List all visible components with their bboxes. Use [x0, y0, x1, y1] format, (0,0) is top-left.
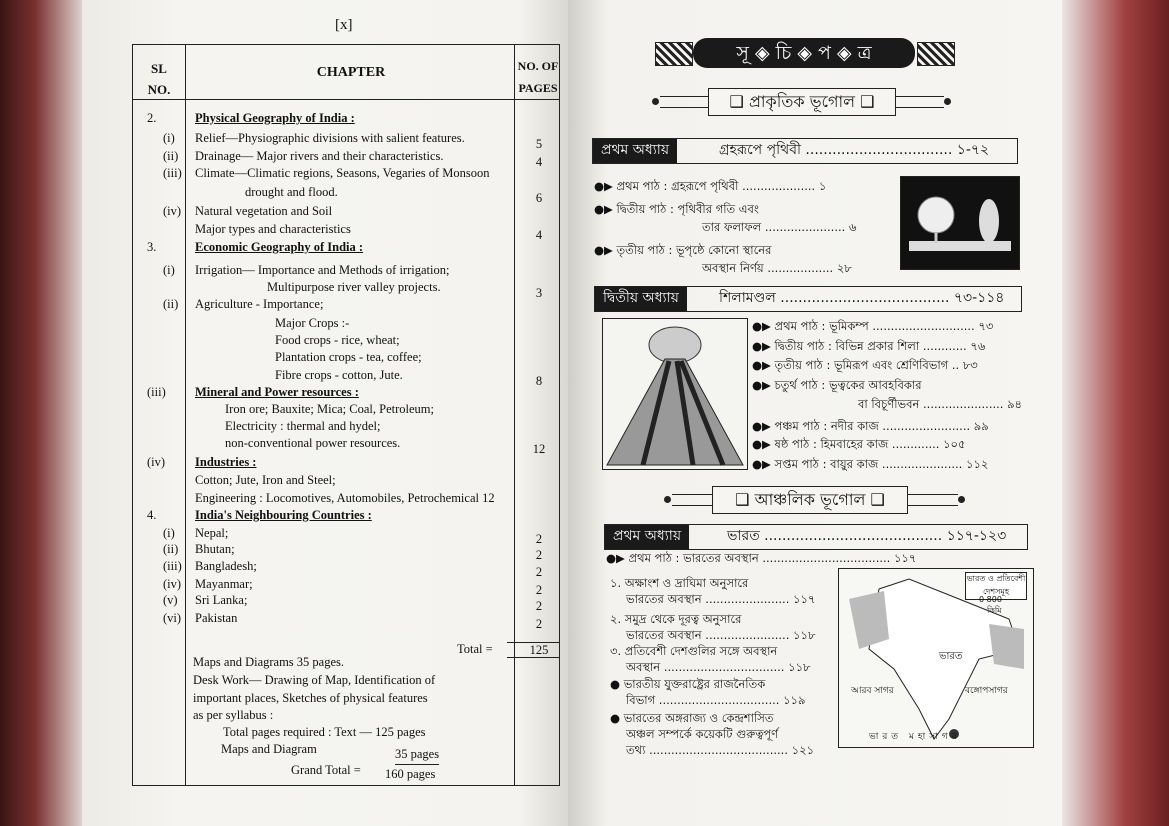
row-chapter-text: Mineral and Power resources :	[195, 385, 359, 399]
section-rule-left	[672, 494, 712, 506]
chapter-2-value: শিলামণ্ডল ...................................... ৭৩-১১৪	[719, 290, 1005, 306]
ch3-item: ভারতের অবস্থান ....................... ১১৮	[626, 628, 816, 642]
header-pages-2: PAGES	[518, 81, 558, 95]
chapter-1-key: প্রথম অধ্যায়	[593, 139, 677, 163]
ch1-item-1: ●▶ প্রথম পাঠ : গ্রহরূপে পৃথিবী .................... ১	[594, 179, 827, 193]
row-sl: (v)	[163, 593, 178, 607]
row-chapter-text: Mayanmar;	[195, 577, 253, 591]
header-rule	[133, 99, 559, 100]
section-rule-right	[908, 494, 958, 506]
chapter-2-key: দ্বিতীয় অধ্যায়	[595, 287, 687, 311]
total-value: 125	[529, 643, 549, 657]
grand-total-label: Grand Total =	[291, 763, 361, 777]
header-chapter: CHAPTER	[316, 65, 386, 80]
chapter-3-key: প্রথম অধ্যায়	[605, 525, 689, 549]
ch3-item: তথ্য ...................................... ১২১	[626, 743, 815, 757]
ch3-item: ৩. প্রতিবেশী দেশগুলির সঙ্গে অবস্থান	[610, 644, 778, 658]
globe-icon	[901, 177, 1019, 269]
ch2-item: ●▶ ষষ্ঠ পাঠ : হিমবাহের কাজ ............. ১০৫	[752, 437, 966, 451]
row-pages: 2	[535, 599, 543, 613]
row-chapter-text: Cotton; Jute, Iron and Steel;	[195, 473, 336, 487]
ch3-item: অঞ্চল সম্পর্কে কয়েকটি গুরুত্বপূর্ণ	[626, 727, 779, 741]
header-sl-no: NO.	[147, 82, 171, 97]
map-scale-unit: কিমি	[987, 606, 1002, 615]
row-chapter-text: non-conventional power resources.	[225, 436, 401, 450]
summary-text: Total pages required : Text — 125 pages	[223, 725, 426, 739]
ch1-item-3b: অবস্থান নির্ণয় .................. ২৮	[702, 261, 852, 275]
ch3-item: ভারতের অবস্থান ....................... ১১৭	[626, 592, 816, 606]
ch3-item: ১. অক্ষাংশ ও দ্রাঘিমা অনুসারে	[610, 576, 749, 590]
row-sl: (iii)	[163, 166, 182, 180]
ch1-item-2: ●▶ দ্বিতীয় পাঠ : পৃথিবীর গতি এবং	[594, 202, 759, 216]
ch1-item-3: ●▶ তৃতীয় পাঠ : ভূপৃষ্ঠে কোনো স্থানের	[594, 243, 772, 257]
row-chapter-text: Relief—Physiographic divisions with salient features.	[195, 131, 465, 145]
summary-maps-value: 35 pages	[395, 747, 439, 765]
row-sl: (iii)	[163, 559, 182, 573]
ornament-left	[655, 42, 693, 66]
summary-maps-label: Maps and Diagram	[221, 742, 317, 756]
row-pages: 2	[535, 583, 543, 597]
row-chapter-text: Pakistan	[195, 611, 238, 625]
section-rule-left	[660, 96, 708, 108]
row-pages: 12	[532, 442, 546, 456]
ch3-item: ২. সমুদ্র থেকে দূরত্ব অনুসারে	[610, 612, 742, 626]
row-chapter-text: Major Crops :-	[275, 316, 350, 330]
row-chapter-text: Natural vegetation and Soil	[195, 204, 333, 218]
row-chapter-text: Bhutan;	[195, 542, 235, 556]
row-pages: 2	[535, 617, 543, 631]
ch2-item: বা বিচূর্ণীভবন ...................... ৯৪	[858, 397, 1023, 411]
row-chapter-text: Multipurpose river valley projects.	[267, 280, 441, 294]
header-sl: SL	[151, 61, 167, 76]
volcano-icon	[603, 319, 747, 469]
map-label-india: ভারত	[939, 651, 963, 662]
row-sl: 3.	[147, 240, 157, 254]
chapter-2-bar	[594, 286, 1022, 312]
rule-dot	[944, 98, 951, 105]
notes-line-3: important places, Sketches of physical features	[193, 691, 428, 705]
map-label-ocean: ভারত মহাসাগর	[869, 732, 961, 742]
row-chapter-text: Nepal;	[195, 526, 229, 540]
row-pages: 2	[535, 548, 543, 562]
row-pages: 2	[535, 532, 543, 546]
notes-line-4: as per syllabus :	[193, 708, 274, 722]
ch2-item: ●▶ তৃতীয় পাঠ : ভূমিরূপ এবং শ্রেণিবিভাগ .. ৮৩	[752, 358, 978, 372]
page-number: [x]	[335, 17, 353, 33]
rule-dot	[652, 98, 659, 105]
volcano-illustration	[602, 318, 748, 470]
ch1-item-2b: তার ফলাফল ...................... ৬	[702, 220, 857, 234]
row-chapter-text: Agriculture - Importance;	[195, 297, 324, 311]
row-chapter-text: Irrigation— Importance and Methods of irrigation;	[195, 263, 450, 277]
chapter-1-value: গ্রহরূপে পৃথিবী ................................. ১-৭২	[719, 142, 990, 158]
row-chapter-text: Physical Geography of India :	[195, 111, 355, 125]
col-divider-sl	[185, 45, 186, 785]
row-sl: (i)	[163, 263, 175, 277]
row-pages: 2	[535, 565, 543, 579]
row-sl: (iv)	[163, 577, 182, 591]
row-chapter-text: Economic Geography of India :	[195, 240, 364, 254]
section-regional-geography: ❑ আঞ্চলিক ভূগোল ❑	[712, 486, 908, 514]
row-chapter-text: India's Neighbouring Countries :	[195, 508, 372, 522]
grand-total-value: 160 pages	[385, 767, 436, 781]
row-chapter-text: Electricity : thermal and hydel;	[225, 419, 381, 433]
row-chapter-text: Engineering : Locomotives, Automobiles, Petrochemical 12	[195, 491, 495, 505]
ch2-item: ●▶ সপ্তম পাঠ : বায়ুর কাজ ...................... ১১২	[752, 457, 989, 471]
chapter-3-value: ভারত ........................................ ১১৭-১২৩	[727, 528, 1007, 544]
ch3-item: অবস্থান ................................. ১১৮	[626, 660, 811, 674]
row-chapter-text: Sri Lanka;	[195, 593, 248, 607]
india-map	[838, 568, 1034, 748]
row-chapter-text: Drainage— Major rivers and their characteristics.	[195, 149, 444, 163]
row-sl: (iii)	[147, 385, 166, 399]
row-pages: 6	[535, 191, 543, 205]
ch2-item: ●▶ দ্বিতীয় পাঠ : বিভিন্ন প্রকার শিলা ............ ৭৬	[752, 339, 986, 353]
ch3-item: ●▶ প্রথম পাঠ : ভারতের অবস্থান ................................... ১১৭	[606, 551, 917, 565]
row-sl: (vi)	[163, 611, 182, 625]
ornament-right	[917, 42, 955, 66]
header-pages: NO. OF	[517, 59, 559, 73]
row-sl: (ii)	[163, 297, 179, 311]
rule-dot	[664, 496, 671, 503]
contents-banner	[655, 38, 955, 70]
contents-title: সূ ◈ চি ◈ প ◈ ত্র	[693, 38, 915, 68]
ch2-item: ●▶ প্রথম পাঠ : ভূমিকম্প ............................ ৭৩	[752, 319, 994, 333]
col-divider-pages	[514, 45, 515, 785]
row-chapter-text: Food crops - rice, wheat;	[275, 333, 400, 347]
contents-table	[132, 44, 560, 786]
row-pages: 4	[535, 155, 543, 169]
row-chapter-text: Major types and characteristics	[195, 222, 351, 236]
map-label-bay: বঙ্গোপসাগর	[965, 686, 1008, 696]
ch3-item: ● ভারতীয় যুক্তরাষ্ট্রের রাজনৈতিক	[610, 677, 766, 691]
row-chapter-text: drought and flood.	[245, 185, 338, 199]
row-pages: 3	[535, 286, 543, 300]
notes-line-2: Desk Work— Drawing of Map, Identification of	[193, 673, 436, 687]
chapter-1-bar	[592, 138, 1018, 164]
row-chapter-text: Industries :	[195, 455, 257, 469]
map-label-arabian-sea: আরব সাগর	[851, 686, 894, 696]
row-sl: (i)	[163, 131, 175, 145]
row-chapter-text: Fibre crops - cotton, Jute.	[275, 368, 403, 382]
row-sl: (ii)	[163, 542, 179, 556]
row-chapter-text: Climate—Climatic regions, Seasons, Vegaries of Monsoon	[195, 166, 490, 180]
map-legend-title: ভারত ও প্রতিবেশী দেশসমূহ	[965, 572, 1027, 600]
row-chapter-text: Iron ore; Bauxite; Mica; Coal, Petroleum;	[225, 402, 434, 416]
notes-line-1: Maps and Diagrams 35 pages.	[193, 655, 345, 669]
ch2-item: ●▶ চতুর্থ পাঠ : ভূত্বকের আবহবিকার	[752, 378, 922, 392]
chapter-3-bar	[604, 524, 1028, 550]
book-cover-left	[0, 0, 88, 826]
map-scale: 0 800	[979, 595, 1002, 604]
section-physical-geography: ❑ প্রাকৃতিক ভূগোল ❑	[708, 88, 896, 116]
section-rule-right	[896, 96, 944, 108]
book-cover-right	[1059, 0, 1169, 826]
row-sl: 2.	[147, 111, 157, 125]
row-sl: 4.	[147, 508, 157, 522]
row-pages: 5	[535, 137, 543, 151]
row-chapter-text: Plantation crops - tea, coffee;	[275, 350, 422, 364]
row-sl: (i)	[163, 526, 175, 540]
row-sl: (iv)	[147, 455, 166, 469]
total-label: Total =	[457, 642, 493, 656]
row-pages: 4	[535, 228, 543, 242]
rule-dot	[958, 496, 965, 503]
ch3-item: ● ভারতের অঙ্গরাজ্য ও কেন্দ্রশাসিত	[610, 711, 774, 725]
globe-illustration	[900, 176, 1020, 270]
row-sl: (iv)	[163, 204, 182, 218]
row-pages: 8	[535, 374, 543, 388]
row-chapter-text: Bangladesh;	[195, 559, 257, 573]
ch3-item: বিভাগ ................................. ১১৯	[626, 693, 806, 707]
row-sl: (ii)	[163, 149, 179, 163]
ch2-item: ●▶ পঞ্চম পাঠ : নদীর কাজ ........................ ৯৯	[752, 419, 989, 433]
